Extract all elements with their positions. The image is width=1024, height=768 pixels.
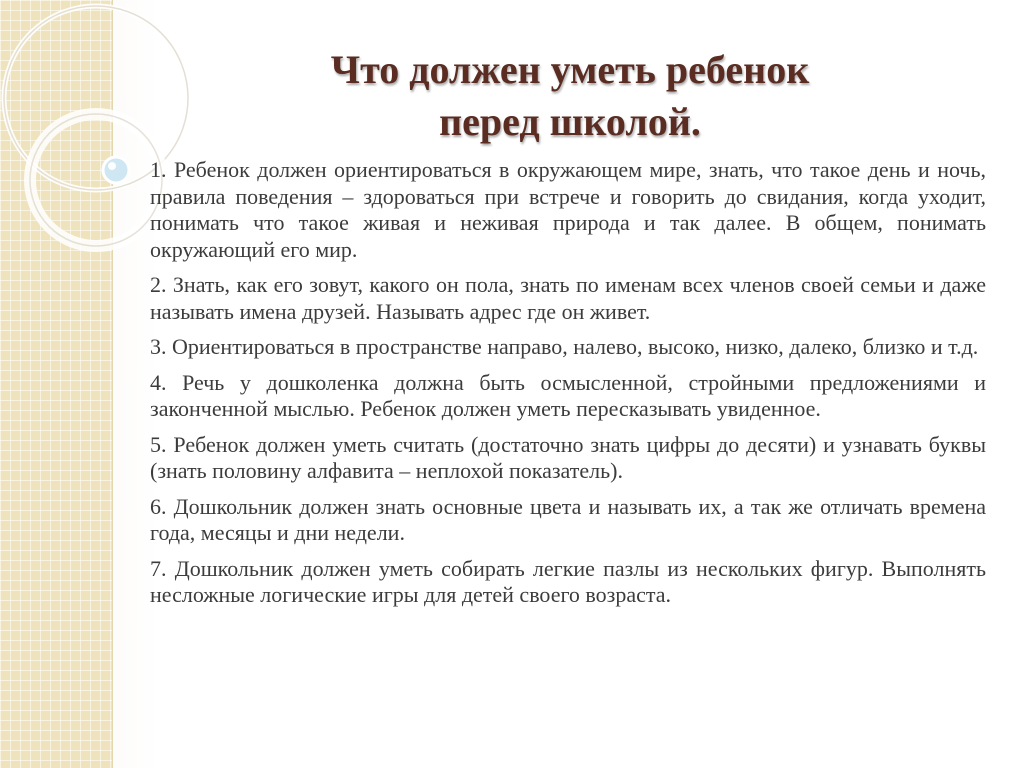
list-item-6: 6. Дошкольник должен знать основные цвета и называть их, а так же отличать времена года, месяцы и дни недели. xyxy=(150,493,986,545)
slide-content xyxy=(150,157,986,618)
list-item-1: 1. Ребенок должен ориентироваться в окружающем мире, знать, что такое день и ночь, правила поведения – здороваться при встрече и говорить до свидания, когда уходит, понимать что такое живая и неживая природа и так далее. В общем, понимать окружающий его мир. xyxy=(150,157,986,262)
slide-title-line2: перед школой. xyxy=(439,99,701,144)
list-item-3: 3. Ориентироваться в пространстве направо, налево, высоко, низко, далеко, близко и т.д. xyxy=(150,334,979,359)
list-item-7: 7. Дошкольник должен уметь собирать легкие пазлы из нескольких фигур. Выполнять несложные логические игры для детей своего возраста. xyxy=(150,555,986,607)
list-item-5: 5. Ребенок должен уметь считать (достаточно знать цифры до десяти) и узнавать буквы (знать половину алфавита – неплохой показатель). xyxy=(150,431,986,483)
slide-title-line1: Что должен уметь ребенок xyxy=(330,47,810,92)
list-item-2: 2. Знать, как его зовут, какого он пола, знать по именам всех членов своей семьи и даже называть имена друзей. Называть адрес где он живет. xyxy=(150,272,986,324)
list-item-4: 4. Речь у дошколенка должна быть осмысленной, стройными предложениями и законченной мыслью. Ребенок должен уметь пересказывать увиденное. xyxy=(150,369,986,421)
